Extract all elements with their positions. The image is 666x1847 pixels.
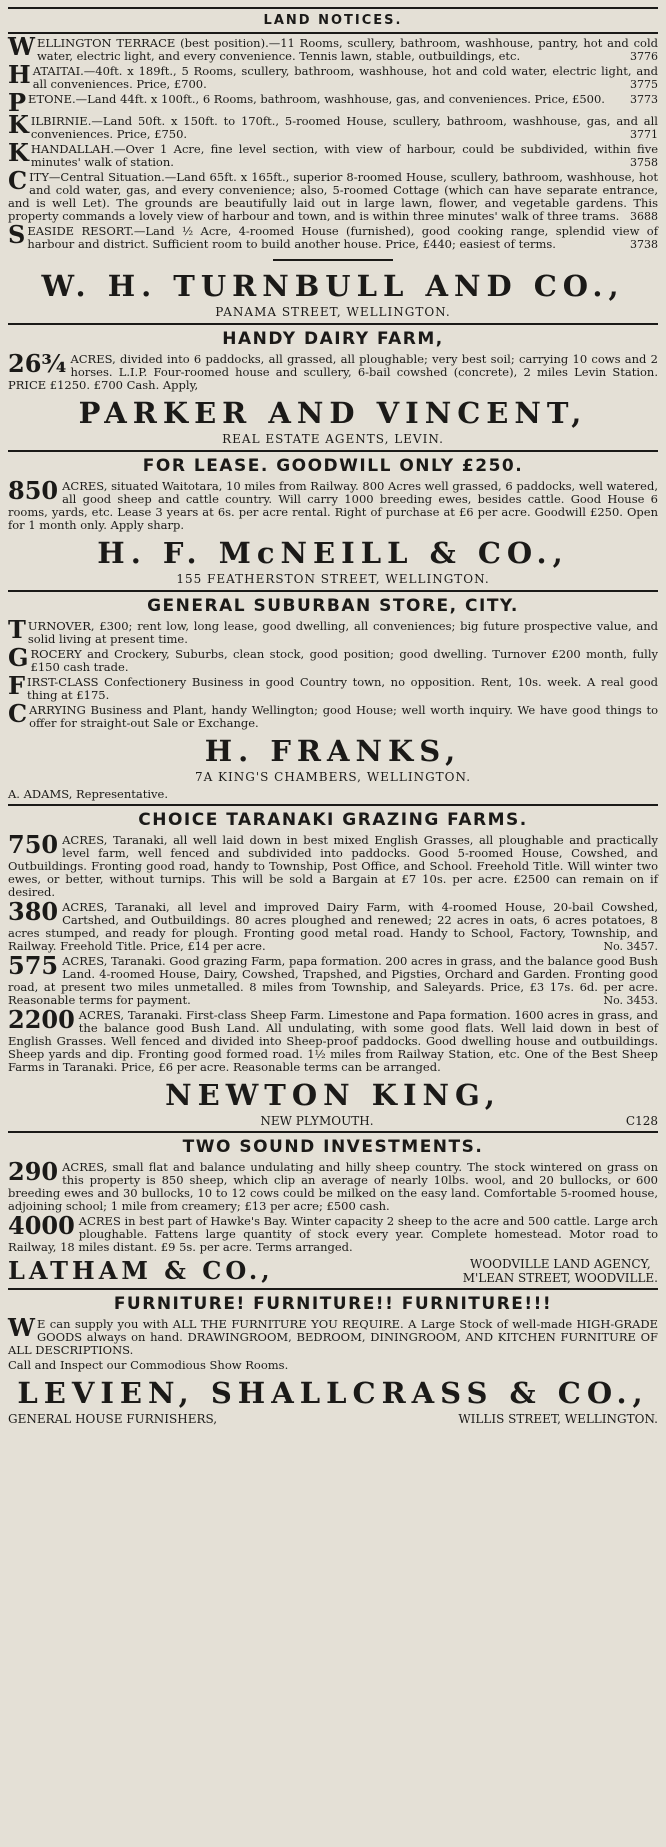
- firm-latham: LATHAM & CO.,: [8, 1256, 274, 1285]
- newton-king-footer: [8, 1114, 658, 1128]
- taranaki-list: [8, 830, 658, 1074]
- furniture-heading: FURNITURE! FURNITURE!! FURNITURE!!!: [113, 1294, 553, 1314]
- lease-text: 850 ACRES, situated Waitotara, 10 miles from Railway. 800 Acres well grassed, 6 paddocks, well watered, all good sheep and cattle country. Will carry 1000 breeding ewes, besides cattle. Good House 6 rooms, yards, etc. Lease 3 years at 6s. per acre rental. Right of purchase at £6 per acre. Goodwill £250. Open for 1 month only. Apply sharp.: [8, 476, 658, 532]
- list-item: 575 ACRES, Taranaki. Good grazing Farm, papa formation. 200 acres in grass, and the balance good Bush Land. 4-roomed House, Dairy, Cowshed, Trapshed, and Pigsties, Orchard and Garden. Fronting good road, at present two miles unmetalled. 8 miles from Township, and Saleyards. Price, £3 17s. 6d. per acre. Reasonable terms for payment. No. 3453.: [8, 951, 658, 1007]
- rule: [8, 1288, 658, 1290]
- investments-list: [8, 1157, 658, 1254]
- firm-mcneill: H. F. McNEILL & CO.,: [97, 536, 569, 570]
- list-item: 4000 ACRES in best part of Hawke's Bay. Winter capacity 2 sheep to the acre and 500 cattle. Large arch ploughable. Fattens large quantity of stock every year. Complete homestead. Motor road to Railway, 18 miles distant. £9 5s. per acre. Terms arranged.: [8, 1211, 658, 1254]
- firm-turnbull: W. H. TURNBULL AND CO.,: [41, 269, 625, 303]
- reference: C128: [625, 1114, 658, 1128]
- agency-block: [463, 1257, 658, 1285]
- list-item: 750 ACRES, Taranaki, all well laid down in best mixed English Grasses, all ploughable and practically level farm, well fenced and subdivided into paddocks. Good 5-roomed House, Cowshed, and Outbuildings. Fronting good road, handy to Township, Post Office, and School. Freehold Title. Will winter two ewes, or better, without turnips. This will be sold a Bargain at £7 10s. per acre. £2500 can remain on if desired.: [8, 830, 658, 899]
- list-item: GROCERY and Crockery, Suburbs, clean stock, good position; good dwelling. Turnover £200 month, fully £150 cash trade.: [8, 643, 658, 674]
- furniture-call: Call and Inspect our Commodious Show Rooms.: [8, 1358, 289, 1372]
- levien-footer: [8, 1412, 658, 1426]
- address: NEW PLYMOUTH.: [260, 1114, 374, 1128]
- rule: [8, 450, 658, 452]
- list-item: 380 ACRES, Taranaki, all level and improved Dairy Farm, with 4-roomed House, 20-bail Cowshed, Cartshed, and Outbuildings. 80 acres ploughed and renewed; 22 acres in oats, 6 acres potatoes, 8 acres stumped, and ready for plough. Fronting good metal road. Handy to School, Factory, Township, and Railway. Freehold Title. Price, £14 per acre. No. 3457.: [8, 897, 658, 953]
- rule: [8, 32, 658, 34]
- list-item: SEASIDE RESORT.—Land ½ Acre, 4-roomed House (furnished), good cooking range, splendid view of harbour and district. Sufficient room to build another house. Price, £440; easiest of terms. 3738: [8, 220, 658, 251]
- address: M'LEAN STREET, WOODVILLE.: [462, 1271, 658, 1285]
- list-item: HATAITAI.—40ft. x 189ft., 5 Rooms, scullery, bathroom, washhouse, hot and cold water, electric light, and all conveniences. Price, £700. 3775: [8, 60, 658, 91]
- list-item: TURNOVER, £300; rent low, long lease, good dwelling, all conveniences; big future prospective value, and solid living at present time.: [8, 615, 658, 646]
- firm-parker-vincent: PARKER AND VINCENT,: [78, 396, 588, 430]
- dairy-text: 26¾ ACRES, divided into 6 paddocks, all grassed, all ploughable; very best soil; carrying 10 cows and 2 horses. L.I.P. Four-roomed house and scullery, 6-bail cowshed (concrete), 2 miles Levin Station. PRICE £1250. £700 Cash. Apply,: [8, 349, 658, 392]
- investments-heading: TWO SOUND INVESTMENTS.: [182, 1137, 484, 1157]
- rule: [8, 1131, 658, 1133]
- list-item: 2200 ACRES, Taranaki. First-class Sheep Farm. Limestone and Papa formation. 1600 acres in grass, and the balance good Bush Land. All undulating, with some good flats. Well laid down in best of English Grasses. Well fenced and divided into Sheep-proof paddocks. Good dwelling house and outbuildings. Sheep yards and dip. Fronting good formed road. 1½ miles from Railway Station, etc. One of the Best Sheep Farms in Taranaki. Price, £6 per acre. Reasonable terms can be arranged.: [8, 1005, 658, 1074]
- store-list: [8, 615, 658, 730]
- agency-name: WOODVILLE LAND AGENCY,: [469, 1257, 651, 1271]
- list-item: FIRST-CLASS Confectionery Business in good Country town, no opposition. Rent, 10s. week. A real good thing at £175.: [8, 671, 658, 702]
- dairy-heading: HANDY DAIRY FARM,: [222, 329, 444, 349]
- lease-heading: FOR LEASE. GOODWILL ONLY £250.: [142, 456, 524, 476]
- list-item: CITY—Central Situation.—Land 65ft. x 165ft., superior 8-roomed House, scullery, bathroom, washhouse, hot and cold water, gas, and every convenience; also, 5-roomed Cottage (which can have separate entrance, and is well Let). The grounds are beautifully laid out in large lawn, flower, and vegetable gardens. This property commands a lovely view of harbour and town, and is within three minutes' walk of three trams. 3688: [8, 166, 658, 223]
- rule: [8, 590, 658, 592]
- address: 7A KING'S CHAMBERS, WELLINGTON.: [194, 770, 472, 784]
- list-item: CARRYING Business and Plant, handy Wellington; good House; well worth inquiry. We have good things to offer for straight-out Sale or Exchange.: [8, 699, 658, 730]
- list-item: KHANDALLAH.—Over 1 Acre, fine level section, with view of harbour, could be subdivided, within five minutes' walk of station. 3758: [8, 138, 658, 169]
- furnishers-label: GENERAL HOUSE FURNISHERS,: [8, 1412, 218, 1426]
- taranaki-heading: CHOICE TARANAKI GRAZING FARMS.: [138, 810, 528, 830]
- list-item: WELLINGTON TERRACE (best position).—11 Rooms, scullery, bathroom, washhouse, pantry, hot and cold water, electric light, and every convenience. Tennis lawn, stable, outbuildings, etc. 3776: [8, 32, 658, 63]
- address: 155 FEATHERSTON STREET, WELLINGTON.: [176, 572, 490, 586]
- firm-franks: H. FRANKS,: [204, 734, 462, 768]
- land-notices-heading: LAND NOTICES.: [263, 13, 403, 28]
- rule: [8, 323, 658, 325]
- land-notices-list: [8, 32, 658, 251]
- address: WILLIS STREET, WELLINGTON.: [458, 1412, 658, 1426]
- store-heading: GENERAL SUBURBAN STORE, CITY.: [147, 596, 519, 616]
- list-item: 290 ACRES, small flat and balance undulating and hilly sheep country. The stock wintered on grass on this property is 850 sheep, which clip an average of nearly 10lbs. wool, and 20 bullocks, or 600 breeding ewes and 30 bullocks, 10 to 12 cows could be milked on the easy land. Comfortable 5-roomed house, adjoining school; 1 mile from creamery; £13 per acre; £500 cash.: [8, 1157, 658, 1213]
- firm-newton-king: NEWTON KING,: [165, 1078, 501, 1112]
- latham-footer: [8, 1256, 658, 1285]
- top-rule: [8, 7, 658, 9]
- list-item: KILBIRNIE.—Land 50ft. x 150ft. to 170ft., 5-roomed House, scullery, bathroom, washhouse, gas, and all conveniences. Price, £750. 3771: [8, 110, 658, 141]
- representative: A. ADAMS, Representative.: [8, 787, 168, 801]
- rule: [8, 804, 658, 806]
- address: PANAMA STREET, WELLINGTON.: [215, 305, 451, 319]
- address: REAL ESTATE AGENTS, LEVIN.: [222, 432, 444, 446]
- list-item: PETONE.—Land 44ft. x 100ft., 6 Rooms, bathroom, washhouse, gas, and conveniences. Price, £500. 3773: [8, 88, 658, 117]
- furniture-text: W E can supply you with ALL THE FURNITURE YOU REQUIRE. A Large Stock of well-made HIGH-GRADE GOODS always on hand. DRAWINGROOM, BEDROOM, DININGROOM, AND KITCHEN FURNITURE OF ALL DESCRIPTIONS.: [8, 1313, 658, 1357]
- short-rule: [273, 259, 393, 261]
- firm-levien: LEVIEN, SHALLCRASS & CO.,: [17, 1376, 649, 1410]
